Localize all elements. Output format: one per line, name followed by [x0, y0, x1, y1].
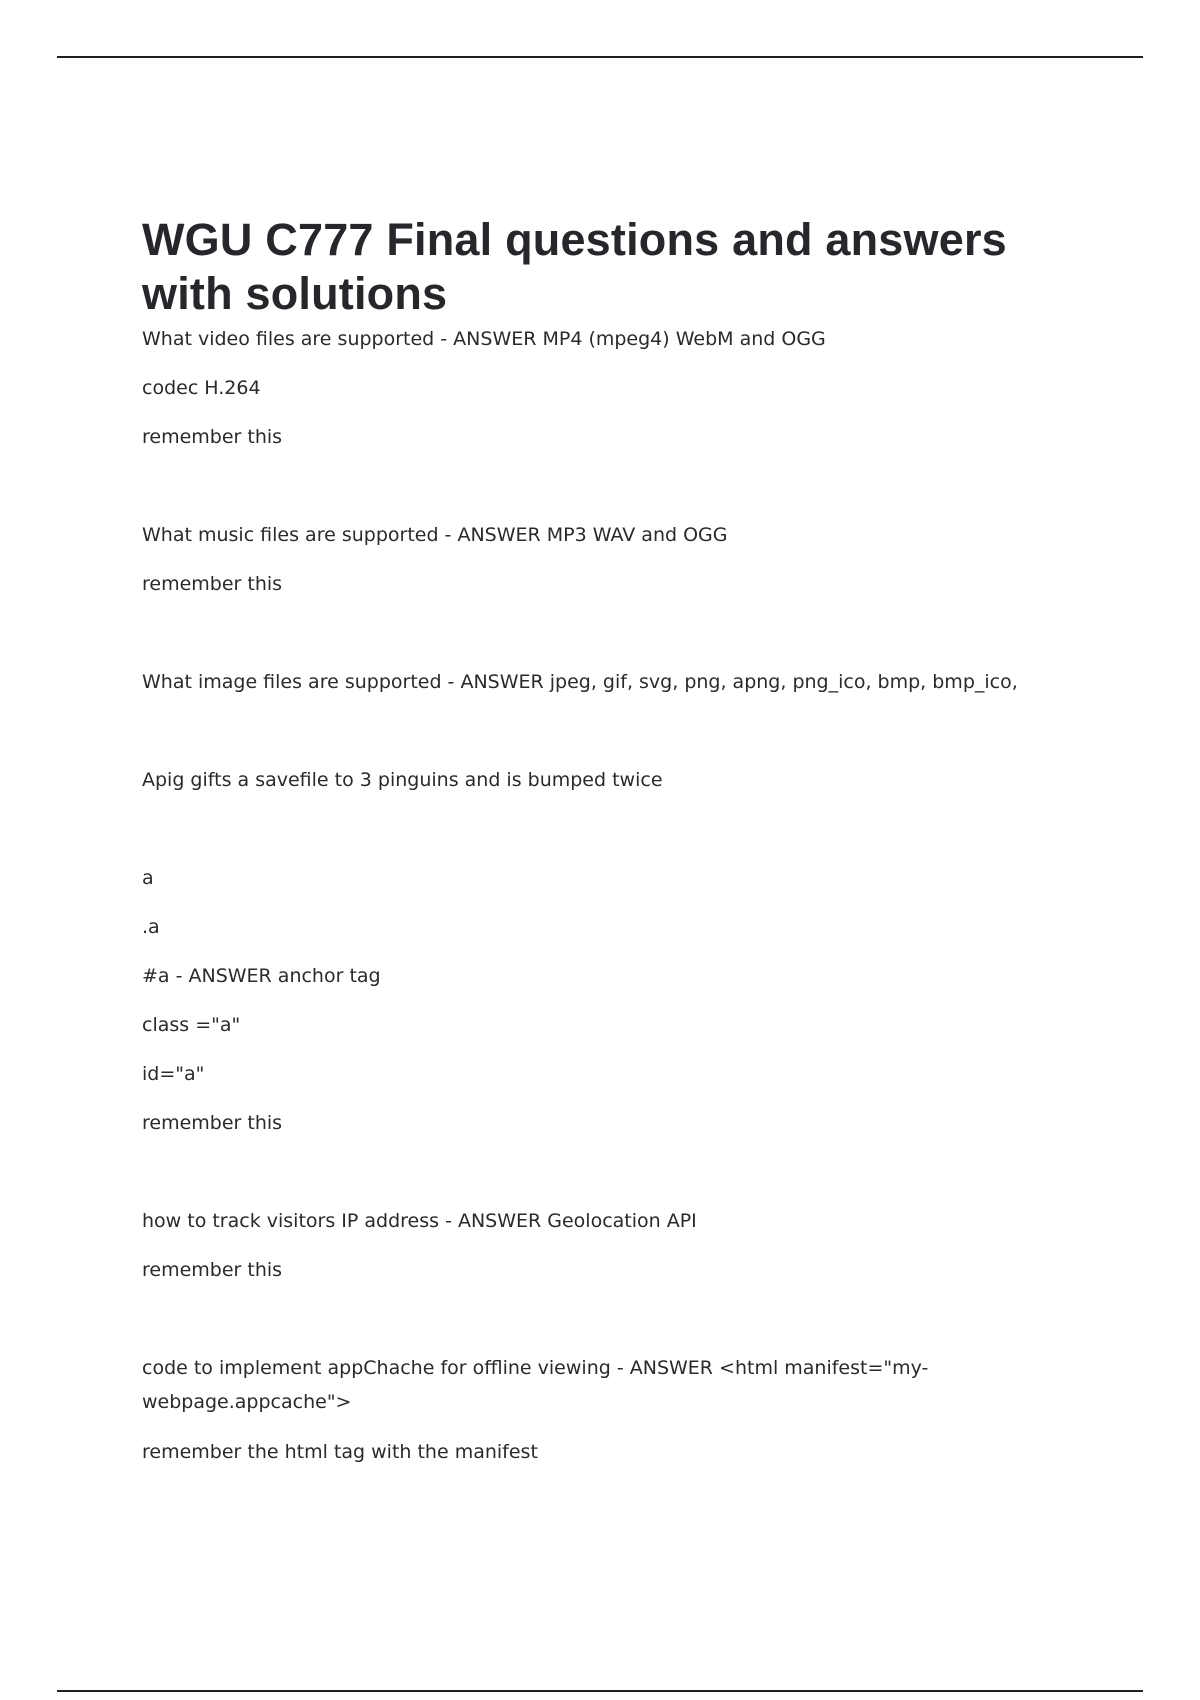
- text-line: code to implement appChache for offline viewing - ANSWER <html manifest="my-webpage.appcache">: [142, 1357, 929, 1413]
- text-line: a: [142, 867, 154, 889]
- text-line: how to track visitors IP address - ANSWER Geolocation API: [142, 1210, 697, 1232]
- text-line: remember this: [142, 1259, 283, 1281]
- text-line: Apig gifts a savefile to 3 pinguins and is bumped twice: [142, 769, 663, 791]
- text-line: codec H.264: [142, 377, 261, 399]
- text-line: id="a": [142, 1063, 205, 1085]
- text-line: .a: [142, 916, 160, 938]
- text-line: remember this: [142, 573, 283, 595]
- text-line: What music files are supported - ANSWER MP3 WAV and OGG: [142, 524, 728, 546]
- text-line: class ="a": [142, 1014, 241, 1036]
- top-rule: [57, 56, 1143, 58]
- text-line: remember this: [142, 1112, 283, 1134]
- text-line: remember the html tag with the manifest: [142, 1441, 538, 1463]
- bottom-rule: [57, 1690, 1143, 1692]
- text-line: #a - ANSWER anchor tag: [142, 965, 381, 987]
- document-title: WGU C777 Final questions and answers with solutions: [142, 214, 1007, 319]
- text-line: What video files are supported - ANSWER MP4 (mpeg4) WebM and OGG: [142, 328, 826, 350]
- text-line: What image files are supported - ANSWER jpeg, gif, svg, png, apng, png_ico, bmp, bmp_ico,: [142, 671, 1018, 693]
- text-line: remember this: [142, 426, 283, 448]
